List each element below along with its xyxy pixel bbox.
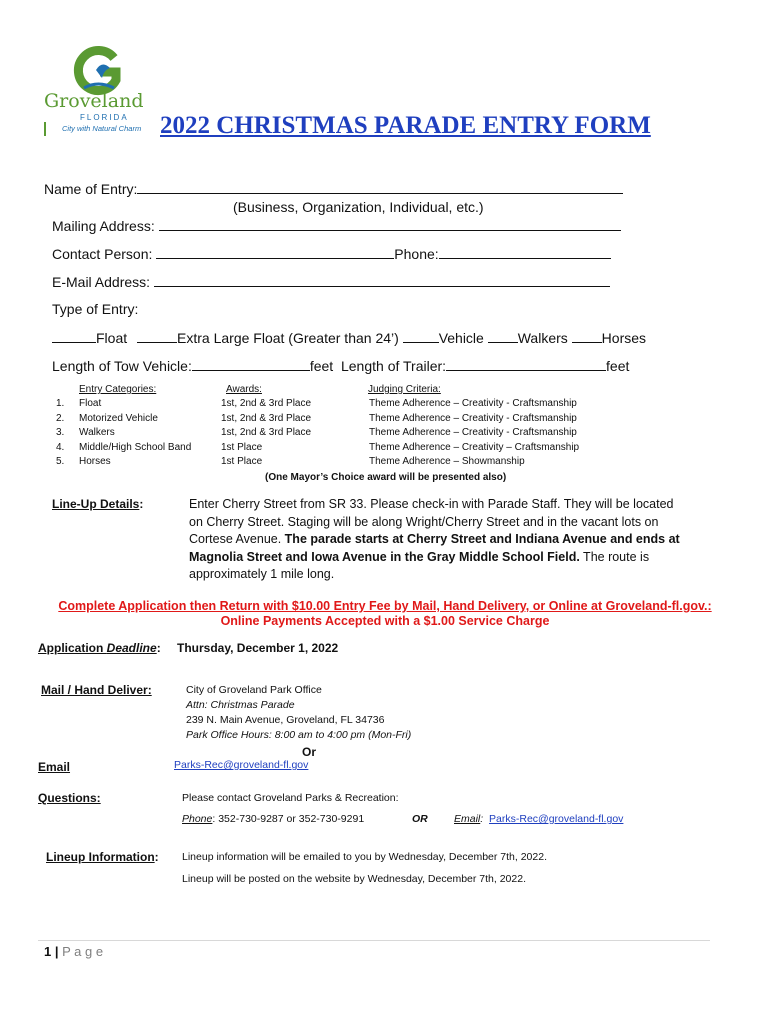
questions-contact-line: Please contact Groveland Parks & Recreation: xyxy=(182,792,399,804)
trailer-label: Length of Trailer: xyxy=(340,358,447,374)
horses-checkbox[interactable] xyxy=(572,329,602,343)
category-award: 1st Place xyxy=(221,441,263,453)
categories-header: Entry Categories: xyxy=(79,384,157,395)
email-address-field[interactable] xyxy=(154,273,610,287)
name-of-entry-field[interactable] xyxy=(137,180,623,194)
deadline-label: Application xyxy=(38,641,107,655)
name-of-entry-row xyxy=(44,180,623,197)
lineup-line: on Cherry Street. Staging will be along Wright/Cherry Street and in the vacant lots on xyxy=(189,514,659,529)
name-of-entry-label: Name of Entry: xyxy=(44,181,138,197)
mailing-address-row xyxy=(52,217,621,234)
office-hours: Park Office Hours: 8:00 am to 4:00 pm (Mon-Fri) xyxy=(186,729,412,741)
footer-divider xyxy=(38,940,710,941)
mailing-address-field[interactable] xyxy=(159,217,621,231)
extra-large-float-checkbox[interactable] xyxy=(137,329,177,343)
tow-vehicle-label: Length of Tow Vehicle: xyxy=(52,358,192,374)
logo-tagline: City with Natural Charm xyxy=(62,124,142,133)
mail-address-block xyxy=(186,683,411,743)
email-colon-q: : xyxy=(480,813,484,825)
mayor-choice-note: (One Mayor’s Choice award will be presented also) xyxy=(265,472,507,483)
groveland-logo xyxy=(40,40,158,140)
category-num: 4. xyxy=(56,441,65,453)
category-award: 1st, 2nd & 3rd Place xyxy=(221,398,312,409)
questions-or: OR xyxy=(412,813,428,825)
deadline-colon: : xyxy=(156,641,161,655)
questions-label: Questions: xyxy=(38,791,101,805)
logo-bar xyxy=(44,122,46,136)
mail-line: 239 N. Main Avenue, Groveland, FL 34736 xyxy=(186,714,385,726)
lineup-info-line-2: Lineup will be posted on the website by Wednesday, December 7th, 2022. xyxy=(182,873,526,885)
category-name: Walkers xyxy=(79,427,115,438)
email-label-q: Email xyxy=(454,813,481,825)
email-link[interactable]: Parks-Rec@groveland-fl.gov xyxy=(174,759,309,771)
lineup-information-label: Lineup Information xyxy=(46,850,155,864)
category-award: 1st Place xyxy=(221,456,263,467)
logo-name: Groveland xyxy=(44,90,144,112)
type-vehicle-label: Vehicle xyxy=(438,330,484,346)
feet-label-2: feet xyxy=(606,358,630,374)
page-separator: | xyxy=(51,944,63,959)
phone-label-q: Phone xyxy=(182,813,213,825)
deadline-label-italic: Deadline xyxy=(106,641,157,655)
category-criteria: Theme Adherence – Creativity - Craftsmanship xyxy=(369,427,577,438)
type-horses-label: Horses xyxy=(601,330,647,346)
lineup-information-row xyxy=(46,850,159,864)
categories-list xyxy=(56,398,676,471)
vehicle-checkbox[interactable] xyxy=(403,329,439,343)
name-of-entry-hint: (Business, Organization, Individual, etc.) xyxy=(233,199,484,215)
lineup-details-colon: : xyxy=(139,497,144,511)
lineup-line: approximately 1 mile long. xyxy=(189,567,335,582)
type-float-label: Float xyxy=(96,330,128,346)
category-row xyxy=(56,427,676,442)
lineup-details-label-row xyxy=(52,497,143,511)
phone-numbers: : 352-730-9287 or 352-730-9291 xyxy=(212,813,365,825)
email-row xyxy=(52,273,610,290)
contact-person-field[interactable] xyxy=(156,245,394,259)
category-name: Middle/High School Band xyxy=(79,441,192,453)
category-criteria: Theme Adherence – Showmanship xyxy=(369,456,525,467)
category-row xyxy=(56,413,676,428)
lineup-bold-line: Magnolia Street and Iowa Avenue in the Gray Middle School Field. xyxy=(189,549,580,564)
mail-line: Attn: Christmas Parade xyxy=(186,699,295,711)
contact-row xyxy=(52,245,611,262)
walkers-checkbox[interactable] xyxy=(488,329,518,343)
category-num: 3. xyxy=(56,427,65,438)
deadline-row xyxy=(38,641,161,655)
length-row xyxy=(52,357,629,374)
return-notice: Complete Application then Return with $10.00 Entry Fee by Mail, Hand Delivery, or Online at Groveland-fl.gov.: xyxy=(58,599,712,613)
deadline-value: Thursday, December 1, 2022 xyxy=(177,641,339,655)
online-payment-notice: Online Payments Accepted with a $1.00 Service Charge xyxy=(220,614,550,628)
category-criteria: Theme Adherence – Creativity – Craftsmanship xyxy=(369,441,580,453)
mail-hand-deliver-label: Mail / Hand Deliver: xyxy=(41,683,152,697)
or-separator: Or xyxy=(302,745,317,759)
type-of-entry-options xyxy=(52,329,646,346)
criteria-header: Judging Criteria: xyxy=(368,384,441,395)
contact-person-label: Contact Person: xyxy=(52,246,153,262)
awards-header: Awards: xyxy=(226,384,262,395)
category-criteria: Theme Adherence – Creativity - Craftsmanship xyxy=(369,398,577,409)
page-footer xyxy=(44,944,103,959)
float-checkbox[interactable] xyxy=(52,329,96,343)
type-walkers-label: Walkers xyxy=(517,330,568,346)
lineup-info-line-1: Lineup information will be emailed to you by Wednesday, December 7th, 2022. xyxy=(182,851,547,863)
mailing-address-label: Mailing Address: xyxy=(52,218,155,234)
trailer-field[interactable] xyxy=(446,357,606,371)
mail-line: City of Groveland Park Office xyxy=(186,684,322,696)
category-row xyxy=(56,398,676,413)
email-address-label: E-Mail Address: xyxy=(52,274,151,290)
lineup-line: Enter Cherry Street from SR 33. Please check-in with Parade Staff. They will be located xyxy=(189,497,674,511)
feet-label-1: feet xyxy=(309,358,334,374)
category-row xyxy=(56,456,676,471)
questions-email-row xyxy=(454,813,623,825)
type-of-entry-label: Type of Entry: xyxy=(52,301,139,317)
category-num: 2. xyxy=(56,412,65,424)
tow-vehicle-field[interactable] xyxy=(192,357,310,371)
category-award: 1st, 2nd & 3rd Place xyxy=(221,412,312,424)
category-name: Motorized Vehicle xyxy=(79,412,158,424)
category-num: 5. xyxy=(56,456,65,467)
phone-label: Phone: xyxy=(394,246,439,262)
page-word: P a g e xyxy=(62,944,104,959)
questions-phone-row xyxy=(182,813,364,825)
category-name: Float xyxy=(79,398,102,409)
page-number: 1 xyxy=(44,944,52,959)
questions-email-link[interactable]: Parks-Rec@groveland-fl.gov xyxy=(489,813,624,825)
page-title: 2022 CHRISTMAS PARADE ENTRY FORM xyxy=(160,112,651,139)
email-label: Email xyxy=(38,760,71,774)
lineup-bold-line: The parade starts at Cherry Street and Indiana Avenue and ends at xyxy=(284,532,680,547)
type-xl-float-label: Extra Large Float (Greater than 24’) xyxy=(177,330,399,346)
category-criteria: Theme Adherence – Creativity - Craftsmanship xyxy=(369,412,577,424)
lineup-line: The route is xyxy=(579,549,650,564)
category-row xyxy=(56,442,676,457)
category-name: Horses xyxy=(79,456,111,467)
category-num: 1. xyxy=(56,398,65,409)
lineup-details-text xyxy=(189,496,680,584)
lineup-information-colon: : xyxy=(154,850,159,864)
category-award: 1st, 2nd & 3rd Place xyxy=(221,427,312,438)
lineup-line: Cortese Avenue. xyxy=(189,532,285,547)
phone-field[interactable] xyxy=(439,245,611,259)
lineup-details-label: Line-Up Details xyxy=(52,497,140,511)
logo-state: FLORIDA xyxy=(80,113,129,122)
